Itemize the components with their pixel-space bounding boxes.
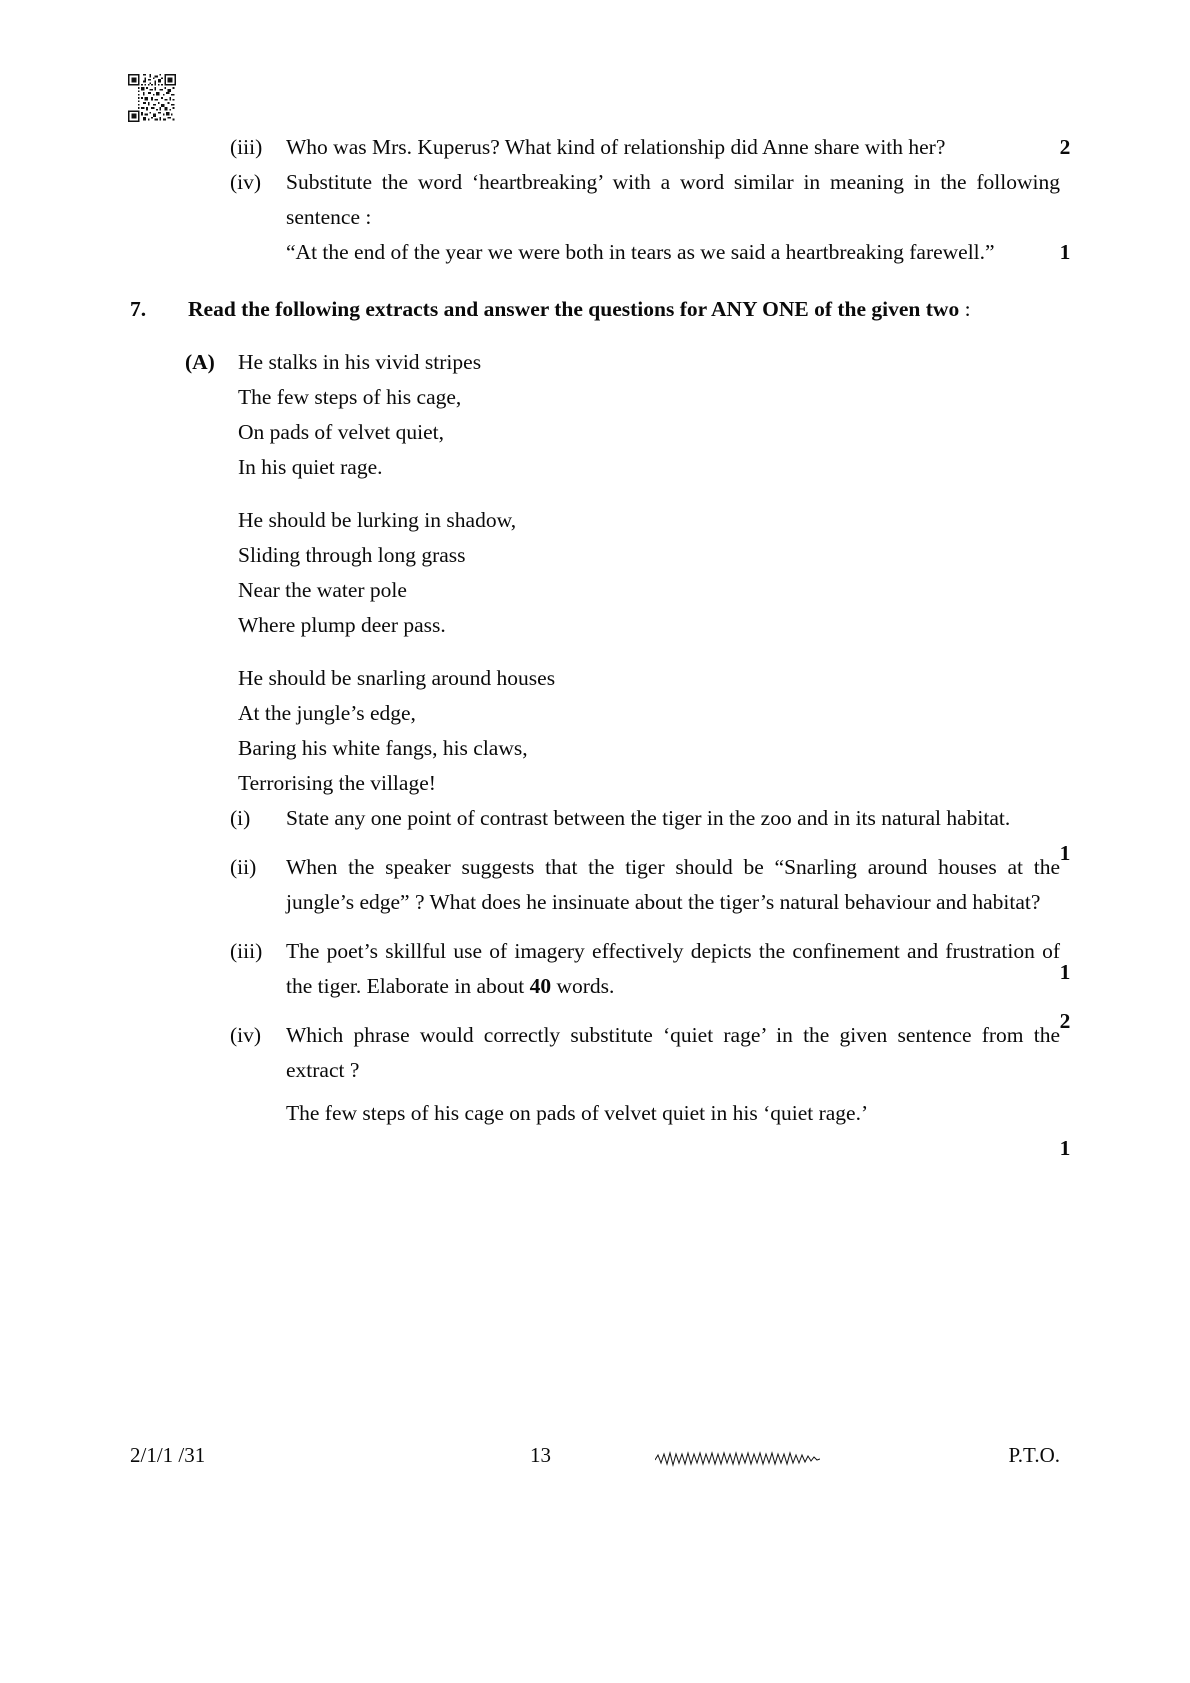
poem-body (238, 345, 1060, 801)
poem-line: Near the water pole (238, 578, 407, 602)
question-label: (iv) (230, 1023, 262, 1047)
poem-line: He stalks in his vivid stripes (238, 350, 482, 374)
extract-label: (A) (185, 350, 215, 374)
question-text: Who was Mrs. Kuperus? What kind of relationship did Anne share with her? (286, 135, 946, 159)
poem-line: He should be snarling around houses (238, 666, 556, 690)
poem-line: Terrorising the village! (238, 771, 436, 795)
marks-value: 1 (1059, 1136, 1071, 1160)
spacer (286, 1088, 1060, 1096)
qr-code-icon (128, 74, 176, 122)
question-label: (iv) (230, 170, 262, 194)
poem-line: The few steps of his cage, (238, 385, 462, 409)
question-quote: “At the end of the year we were both in tears as we said a heartbreaking farewell.” (286, 240, 995, 264)
question-text: Substitute the word ‘heartbreaking’ with a word similar in meaning in the following sentence : (286, 170, 1060, 229)
question-a-i (230, 801, 1071, 865)
question-label: (i) (230, 806, 251, 830)
stanza-gap (238, 643, 1060, 661)
squiggle-mark-icon (655, 1451, 820, 1467)
question-a-iii (230, 934, 1071, 1033)
extract-a (185, 345, 1060, 801)
poem-line: At the jungle’s edge, (238, 701, 416, 725)
question-text: Which phrase would correctly substitute ‘quiet rage’ in the given sentence from the extract ? (286, 1023, 1060, 1082)
poem-line: He should be lurking in shadow, (238, 508, 517, 532)
poem-line: In his quiet rage. (238, 455, 383, 479)
marks-value: 2 (1059, 1009, 1071, 1033)
poem-line: Where plump deer pass. (238, 613, 446, 637)
question-6-iv (230, 165, 1071, 270)
poem-line: Baring his white fangs, his claws, (238, 736, 528, 760)
stanza-gap (238, 485, 1060, 503)
spacer (130, 836, 1060, 850)
footer-pto: P.T.O. (1008, 1443, 1060, 1467)
marks-value: 1 (1059, 960, 1071, 984)
marks-value: 1 (1059, 240, 1071, 264)
question-text-tail: words. (551, 974, 615, 998)
question-label: (iii) (230, 939, 263, 963)
page-content (130, 130, 1071, 1160)
question-heading-text: Read the following extracts and answer the questions for ANY ONE of the given two (188, 297, 960, 321)
poem-line: On pads of velvet quiet, (238, 420, 444, 444)
question-text: State any one point of contrast between the tiger in the zoo and in its natural habitat. (286, 806, 1011, 830)
question-a-iv (230, 1018, 1071, 1160)
question-7-heading (130, 292, 1060, 327)
marks-value: 2 (1059, 135, 1071, 159)
footer-page-number: 13 (530, 1443, 551, 1467)
question-label: (iii) (230, 135, 263, 159)
word-count: 40 (529, 974, 552, 998)
question-label: (ii) (230, 855, 257, 879)
question-quote: The few steps of his cage on pads of velvet quiet in his ‘quiet rage.’ (286, 1101, 869, 1125)
page-footer (130, 1443, 1060, 1477)
question-number: 7. (130, 297, 147, 321)
poem-line: Sliding through long grass (238, 543, 466, 567)
question-text: When the speaker suggests that the tiger should be “Snarling around houses at the jungle’s edge” ? What does he insinuate about the tiger’s natural behaviour and habitat? (286, 855, 1060, 914)
question-text: The poet’s skillful use of imagery effectively depicts the confinement and frustration of the tiger. Elaborate in about (286, 939, 1060, 998)
spacer (130, 1004, 1060, 1018)
footer-paper-code: 2/1/1 /31 (130, 1443, 206, 1467)
spacer (130, 920, 1060, 934)
question-6-iii (230, 130, 1071, 165)
marks-value: 1 (1059, 841, 1071, 865)
question-heading-colon: : (959, 297, 971, 321)
